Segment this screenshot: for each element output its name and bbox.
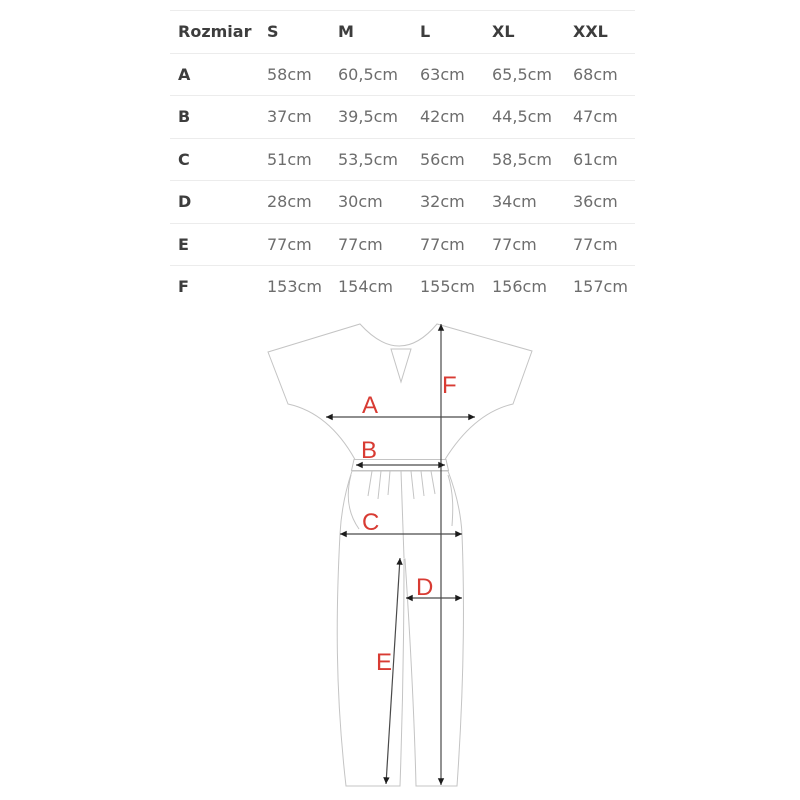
measurement-cell: 42cm (420, 107, 465, 127)
pocket-curve-left (348, 475, 359, 529)
table-row-e (170, 223, 635, 266)
measurement-cell: 156cm (492, 277, 547, 297)
measure-label-b: B (361, 437, 378, 464)
size-table (170, 10, 635, 308)
jumpsuit-diagram-svg (240, 315, 560, 795)
measurement-cell: 36cm (573, 192, 618, 212)
measurement-cell: 155cm (420, 277, 475, 297)
row-label: C (178, 149, 190, 169)
row-label: D (178, 192, 192, 212)
measurement-cell: 37cm (267, 107, 312, 127)
measurement-cell: 157cm (573, 277, 628, 297)
table-row-d (170, 180, 635, 223)
measurement-cell: 77cm (267, 234, 312, 254)
measurement-cell: 68cm (573, 64, 618, 84)
measure-label-f: F (442, 372, 457, 399)
table-row-a (170, 53, 635, 96)
measurement-cell: 60,5cm (338, 64, 399, 84)
header-xxl: XXL (573, 22, 608, 42)
measurement-cell: 53,5cm (338, 149, 399, 169)
measurement-cell: 28cm (267, 192, 312, 212)
garment-outline (268, 324, 532, 786)
row-label: F (178, 277, 189, 297)
measurement-cell: 56cm (420, 149, 465, 169)
measurement-cell: 30cm (338, 192, 383, 212)
measurement-cell: 58,5cm (492, 149, 553, 169)
measurement-cell: 39,5cm (338, 107, 399, 127)
measurement-cell: 34cm (492, 192, 537, 212)
measurement-cell: 154cm (338, 277, 393, 297)
measurement-cell: 61cm (573, 149, 618, 169)
table-row-b (170, 95, 635, 138)
row-label: B (178, 107, 191, 127)
header-m: M (338, 22, 354, 42)
garment-pants-outline (337, 471, 463, 786)
row-label: E (178, 234, 189, 254)
measurement-cell: 51cm (267, 149, 312, 169)
measurement-cell: 47cm (573, 107, 618, 127)
table-row-c (170, 138, 635, 181)
measure-label-c: C (362, 509, 380, 536)
measurement-cell: 58cm (267, 64, 312, 84)
neck-notch (391, 349, 411, 382)
garment-measurement-diagram (240, 315, 560, 795)
header-rozmiar: Rozmiar (178, 22, 252, 42)
size-table-header-row (170, 10, 635, 53)
center-front-line (401, 471, 404, 558)
header-xl: XL (492, 22, 515, 42)
measure-label-a: A (362, 392, 379, 419)
garment-bodice-outline (268, 324, 532, 460)
measurement-cell: 77cm (420, 234, 465, 254)
header-s: S (267, 22, 279, 42)
row-label: A (178, 64, 191, 84)
measurement-cell: 77cm (573, 234, 618, 254)
measurement-cell: 65,5cm (492, 64, 553, 84)
measurement-cell: 77cm (338, 234, 383, 254)
measurement-cell: 32cm (420, 192, 465, 212)
measure-label-d: D (416, 574, 434, 601)
measurement-cell: 44,5cm (492, 107, 553, 127)
measure-label-e: E (376, 649, 393, 676)
table-row-f (170, 265, 635, 308)
header-l: L (420, 22, 431, 42)
measurement-cell: 77cm (492, 234, 537, 254)
measurement-cell: 63cm (420, 64, 465, 84)
measurement-cell: 153cm (267, 277, 322, 297)
